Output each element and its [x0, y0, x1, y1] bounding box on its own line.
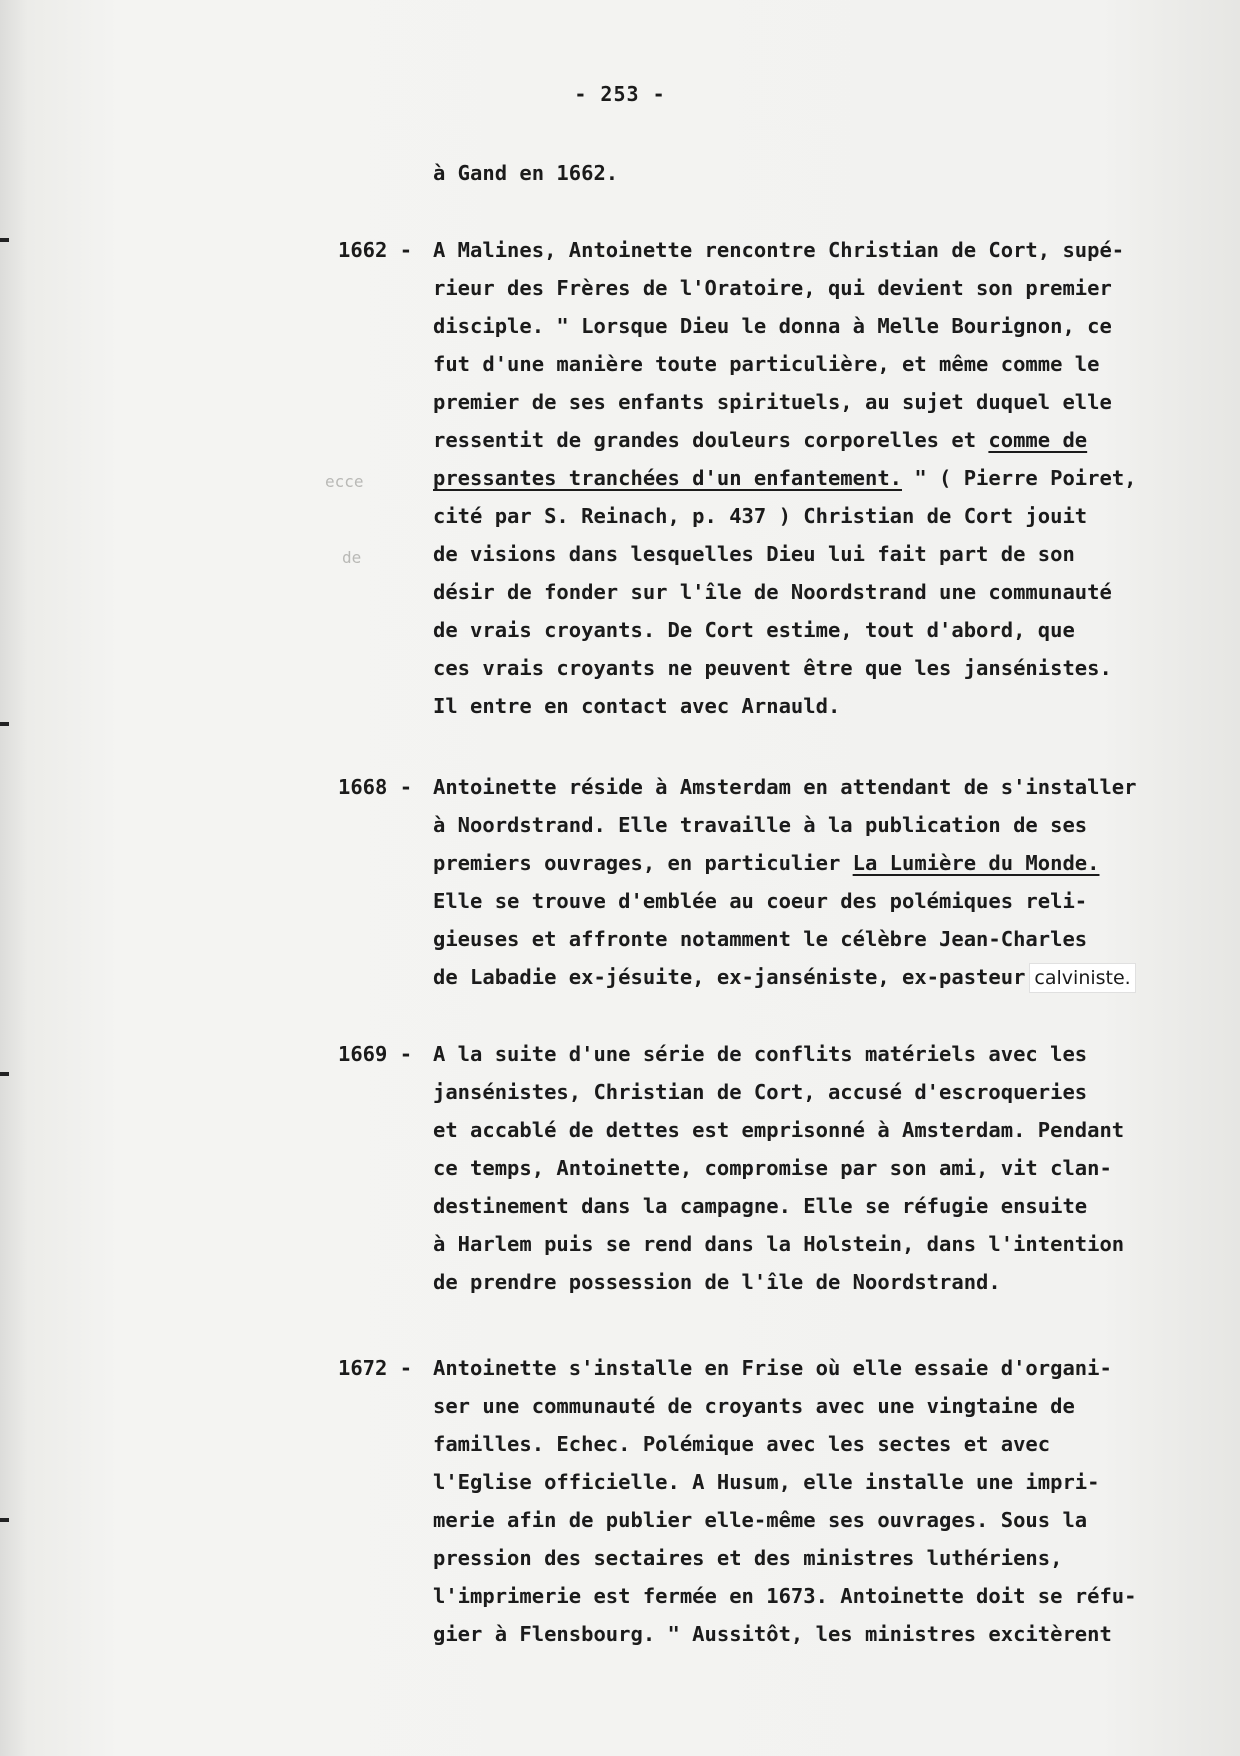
text-line: ser une communauté de croyants avec une vingtaine de	[433, 1394, 1075, 1418]
text-line: A Malines, Antoinette rencontre Christian de Cort, supé-	[433, 238, 1125, 262]
text-segment: de Labadie ex-jésuite, ex-janséniste, ex-pasteur	[433, 965, 1026, 989]
entry-year: 1672 -	[338, 1356, 413, 1380]
text-line: de prendre possession de l'île de Noordstrand.	[433, 1270, 1001, 1294]
text-line	[433, 423, 1087, 457]
entry-year: 1669 -	[338, 1042, 413, 1066]
text-line	[433, 960, 1136, 994]
entry-year: 1668 -	[338, 775, 413, 799]
text-line	[433, 461, 1137, 495]
entry-year: 1662 -	[338, 238, 413, 262]
text-line: A la suite d'une série de conflits matériels avec les	[433, 1042, 1088, 1066]
text-segment: " ( Pierre Poiret,	[902, 466, 1137, 490]
text-line: l'Eglise officielle. A Husum, elle installe une impri-	[433, 1470, 1100, 1494]
text-line: merie afin de publier elle-même ses ouvrages. Sous la	[433, 1508, 1088, 1532]
text-line: de vrais croyants. De Cort estime, tout d'abord, que	[433, 618, 1075, 642]
margin-ghost-text: de	[342, 548, 362, 567]
text-line: cité par S. Reinach, p. 437 ) Christian de Cort jouit	[433, 504, 1088, 528]
text-line: rieur des Frères de l'Oratoire, qui devient son premier	[433, 276, 1112, 300]
underlined-quote: pressantes tranchées d'un enfantement.	[433, 466, 902, 490]
text-segment: ressentit de grandes douleurs corporelles et	[433, 428, 989, 452]
text-line: Elle se trouve d'emblée au coeur des polémiques reli-	[433, 889, 1088, 913]
text-line: et accablé de dettes est emprisonné à Amsterdam. Pendant	[433, 1118, 1125, 1142]
text-line: gieuses et affronte notamment le célèbre Jean-Charles	[433, 927, 1088, 951]
binding-mark	[0, 1518, 9, 1522]
intro-line: à Gand en 1662.	[433, 161, 619, 185]
text-line: familles. Echec. Polémique avec les sectes et avec	[433, 1432, 1051, 1456]
text-line: désir de fonder sur l'île de Noordstrand une communauté	[433, 580, 1112, 604]
text-line: disciple. " Lorsque Dieu le donna à Melle Bourignon, ce	[433, 314, 1112, 338]
text-line	[433, 846, 1099, 880]
text-line: de visions dans lesquelles Dieu lui fait part de son	[433, 542, 1075, 566]
text-segment: premiers ouvrages, en particulier	[433, 851, 853, 875]
underlined-title: La Lumière du Monde.	[852, 851, 1100, 875]
binding-mark	[0, 722, 9, 726]
text-line: à Harlem puis se rend dans la Holstein, dans l'intention	[433, 1232, 1125, 1256]
text-line: à Noordstrand. Elle travaille à la publication de ses	[433, 813, 1088, 837]
page-number: - 253 -	[574, 82, 666, 106]
text-line: pression des sectaires et des ministres luthériens,	[433, 1546, 1063, 1570]
text-line: jansénistes, Christian de Cort, accusé d'escroqueries	[433, 1080, 1088, 1104]
binding-mark	[0, 238, 9, 242]
text-line: premier de ses enfants spirituels, au sujet duquel elle	[433, 390, 1112, 414]
correction-patch: calviniste.	[1029, 963, 1135, 993]
text-line: gier à Flensbourg. " Aussitôt, les ministres excitèrent	[433, 1622, 1112, 1646]
text-line: ce temps, Antoinette, compromise par son ami, vit clan-	[433, 1156, 1112, 1180]
margin-ghost-text: ecce	[325, 472, 364, 491]
text-line: Antoinette réside à Amsterdam en attendant de s'installer	[433, 775, 1137, 799]
text-line: fut d'une manière toute particulière, et même comme le	[433, 352, 1100, 376]
text-line: Antoinette s'installe en Frise où elle essaie d'organi-	[433, 1356, 1112, 1380]
underlined-quote: comme de	[988, 428, 1088, 452]
text-line: destinement dans la campagne. Elle se réfugie ensuite	[433, 1194, 1088, 1218]
text-line: l'imprimerie est fermée en 1673. Antoinette doit se réfu-	[433, 1584, 1137, 1608]
binding-mark	[0, 1072, 9, 1076]
text-line: Il entre en contact avec Arnauld.	[433, 694, 841, 718]
text-line: ces vrais croyants ne peuvent être que les jansénistes.	[433, 656, 1112, 680]
